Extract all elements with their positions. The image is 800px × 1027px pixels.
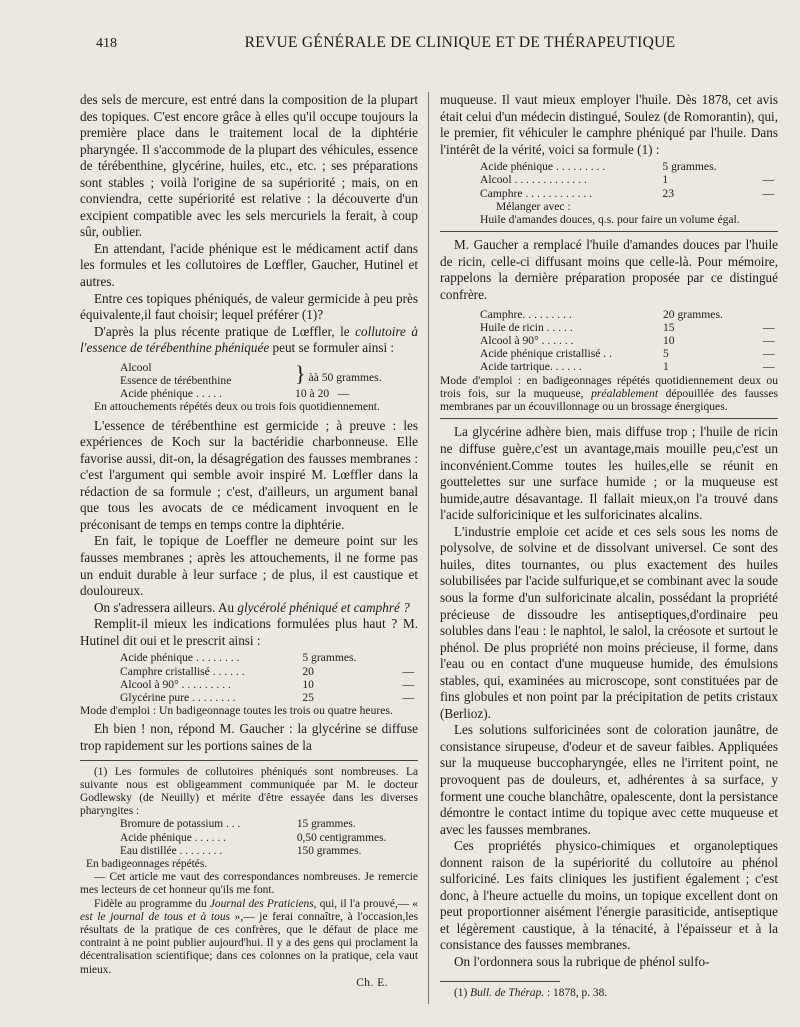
- paragraph: Remplit-il mieux les indications formulées plus haut ? M. Hutinel dit oui et le prescrit ainsi :: [80, 616, 418, 648]
- recipe-item-unit: [402, 651, 418, 664]
- recipe-item-unit: —: [762, 320, 775, 334]
- paragraph: Entre ces topiques phéniqués, de valeur germicide à peu près équivalente,il faut choisir; lequel préférer (1)?: [80, 290, 418, 323]
- recipe-item-unit: —: [762, 186, 774, 200]
- recipe-item-name: Acide phénique . . . . .: [120, 387, 223, 401]
- italic-text: préalablement: [591, 386, 659, 400]
- recipe-item-name: Glycérine pure . . . . . . . .: [120, 690, 236, 704]
- paragraph: L'essence de térébenthine est germicide ; à preuve : les expériences de Koch sur la bactéridie charbonneuse. Elle favorise aussi, dit-on, la désagrégation des fausses membranes : c'est l'argument qui semble avoir inspiré M. Lœffler dans la rédaction de sa formule ; c'est, d'ailleurs, un argument banal que tous les avocats de ce médicament invoquent en le préconisant de temps en temps contre la diphtérie.: [80, 417, 418, 532]
- signature: Ch. E.: [356, 976, 388, 989]
- recipe-item-qty: 15: [662, 320, 675, 334]
- recipe-item-unit: —: [762, 333, 775, 347]
- paragraph: En fait, le topique de Loeffler ne demeure point sur les fausses membranes ; après les attouchements, il ne forme pas un enduit durable à leur surface ; de plus, il est caustique et douloureux.: [80, 533, 418, 599]
- recipe-item-unit: —: [337, 387, 350, 401]
- column-divider: [428, 92, 429, 1004]
- recipe-item-unit: [762, 160, 778, 173]
- paragraph: Eh bien ! non, répond M. Gaucher : la glycérine se diffuse trop rapidement sur les portions saines de la: [80, 721, 418, 753]
- recipe-row: [80, 691, 418, 704]
- footnote: — Cet article me vaut des correspondances nombreuses. Je remercie mes lecteurs de cet honneur qu'ils me font.: [80, 871, 418, 897]
- paragraph: La glycérine adhère bien, mais diffuse trop ; l'huile de ricin ne diffuse guère,c'est un avantage,mais mouille peu,c'est un inconvénient.Comme toutes les huiles,elle se réunit en gouttelettes sur une surface humide ; or la muqueuse est humide,autre désavantage. Il fallait mieux,on l'a trouvé dans l'acide sulforicinique et les sulforicinates alcalins.: [440, 424, 778, 523]
- brace-glyph: }: [295, 360, 306, 386]
- recipe-item-name: Camphre cristallisé . . . . . .: [120, 664, 245, 678]
- recipe-item-name: Alcool à 90° . . . . . . . . .: [120, 677, 231, 691]
- text-run: dépouillée des fausses membranes par un écouvillonnage ou un brossage énergiques.: [440, 386, 778, 414]
- recipe-item-qty: 15 grammes.: [296, 818, 356, 831]
- recipe-item-unit: —: [402, 677, 414, 691]
- italic-text: collutoire à l'essence de térébenthine phéniquée: [80, 323, 418, 356]
- recipe-item-name: Acide phénique . . . . . . . .: [120, 651, 240, 665]
- recipe-soulez: [440, 160, 778, 200]
- recipe-item-name: Huile de ricin . . . . .: [480, 320, 573, 334]
- recipe-row: [440, 334, 778, 347]
- recipe-row: [440, 360, 778, 373]
- recipe-item-name: Camphre . . . . . . . . . . . .: [480, 186, 593, 200]
- recipe-note: [440, 374, 778, 414]
- paragraph: des sels de mercure, est entré dans la composition de la plupart des topiques. C'est encore grâce à elles qu'il occupe toujours la première place dans le traitement local de la diphtérie pharyngée. Il s'accommode de la plupart des véhicules, essence de térébenthine, glycérine, huiles, etc., etc. ; ses préparations sont stables ; voilà l'origine de sa supériorité ; mais, on en conviendra, cette supériorité est relative : la découverte d'un excipient compatible avec les sels mercuriels la ferait, à coup sûr, oublier.: [80, 92, 418, 240]
- text-run: peut se formuler ainsi :: [269, 340, 395, 356]
- recipe-item-qty: 20: [302, 664, 314, 678]
- recipe-item-unit: —: [402, 664, 414, 678]
- recipe-item-qty: 5 grammes.: [302, 651, 357, 665]
- recipe-item-unit: —: [762, 360, 775, 374]
- recipe-note: En attouchements répétés deux ou trois fois quotidiennement.: [94, 400, 380, 414]
- paragraph: M. Gaucher a remplacé l'huile d'amandes douces par l'huile de ricin, celle-ci diffusant moins que celle-là. Pour mémoire, rappelons la dernière préparation proposée par ce distingué confrère.: [440, 237, 778, 303]
- recipe-item-unit: —: [762, 173, 774, 187]
- footnotes: [80, 766, 418, 990]
- recipe-gaucher: [440, 308, 778, 374]
- recipe-item-name: Acide phénique . . . . . . . . .: [480, 160, 606, 174]
- italic-text: glycérolé phéniqué et camphré ?: [237, 599, 410, 615]
- recipe-item-name: Camphre. . . . . . . . .: [480, 307, 572, 321]
- recipe-item-qty: 20 grammes.: [662, 307, 723, 321]
- paragraph: On l'ordonnera sous la rubrique de phénol sulfo-: [454, 953, 710, 969]
- italic-text: Journal des Praticiens: [209, 897, 314, 910]
- recipe-item-name: Bromure de potassium . . .: [120, 818, 241, 831]
- left-column: [80, 92, 418, 990]
- recipe-row: [80, 665, 418, 678]
- recipe-item-qty: 1: [662, 360, 669, 374]
- recipe-item-name: Alcool . . . . . . . . . . . . .: [480, 173, 587, 187]
- recipe-item-name: Alcool: [120, 360, 152, 374]
- recipe-row: [80, 845, 418, 858]
- text-run: Fidèle au programme du: [94, 897, 210, 910]
- text-run: Mode d'emploi : en badigeonnages répétés quotidiennement deux ou trois fois, sur la muqueuse,: [440, 373, 778, 400]
- recipe-item-qty-text: 10 à 20: [295, 387, 330, 401]
- recipe-row: [440, 308, 778, 321]
- recipe-item-qty: 25: [302, 690, 314, 704]
- text-run: On s'adressera ailleurs. Au: [94, 599, 238, 615]
- recipe-item-qty: 5: [662, 347, 669, 361]
- text-run: D'après la plus récente pratique de Lœffler, le: [94, 323, 356, 339]
- recipe-item-qty: [295, 387, 418, 400]
- recipe-hutinel: [80, 651, 418, 704]
- recipe-item-qty: 5 grammes.: [662, 160, 717, 174]
- recipe-item-unit: —: [762, 347, 775, 361]
- paragraph: Les solutions sulforicinées sont de coloration jaunâtre, de consistance sirupeuse, d'odeur et de saveur faibles. Appliquées sur la muqueuse buccopharyngée, elles ne l'irritent point, ne provoquent pas de douleurs, et, adhérentes à sa surface, y forment une couche blanchâtre, opalescente, dont la persistance démontre le contact intime du topique avec cette muqueuse et avec les fausses membranes.: [440, 722, 778, 837]
- recipe-item-qty: 10: [662, 333, 675, 347]
- recipe-row: [440, 173, 778, 186]
- recipe-row: [80, 678, 418, 691]
- recipe-item-name: Acide phénique cristallisé . .: [480, 347, 612, 361]
- text-run: (1): [454, 986, 471, 999]
- recipe-item-qty: 150 grammes.: [296, 844, 362, 857]
- italic-text: est le journal de tous et à tous: [80, 910, 230, 923]
- paragraph: En attendant, l'acide phénique est le médicament actif dans les formules et les collutoires de Lœffler, Gaucher, Hutinel et autres.: [80, 240, 418, 290]
- text-run: »,— je ferai connaître, à l'occasion,les résultats de la pratique de ces confrères, que le défaut de place me contraint à ne point publier aujourd'hui. Il y a des gens qui proclament la décentralisation scientifique; dans ces colonnes on la pratique, cela vaut mieux.: [80, 910, 419, 976]
- recipe-row: [440, 321, 778, 334]
- italic-text: Bull. de Thérap.: [470, 986, 545, 999]
- recipe-item-name: Eau distillée . . . . . . . .: [120, 844, 223, 857]
- recipe-item-name: Essence de térébenthine: [120, 373, 232, 387]
- footnote-recipe-note: En badigeonnages répétés.: [86, 857, 208, 870]
- recipe-item-qty-text: àà 50 grammes.: [308, 370, 382, 384]
- page-number: 418: [96, 36, 117, 51]
- page-header: [0, 28, 800, 58]
- paragraph: [80, 600, 418, 617]
- recipe-item-unit: —: [402, 690, 414, 704]
- footnote-separator: [80, 760, 418, 761]
- paragraph: Ces propriétés physico-chimiques et organoleptiques donnent raison de la supériorité du collutoire au phénol sulforiciné. Les faits cliniques les justifient également ; c'est donc, à l'heure actuelle du moins, un topique excellent dont on peut proportionner aisément l'énergie parasiticide, antiseptique et légèrement caustique, à la ténacité, à l'épaisseur et à la consistance des fausses membranes.: [440, 838, 778, 953]
- recipe-loeffler: [80, 361, 418, 401]
- footnote-separator: [440, 981, 560, 982]
- paragraph: [80, 324, 418, 357]
- recipe-row: [440, 160, 778, 173]
- recipe-instruction: Mélanger avec :: [496, 199, 571, 213]
- text-run: , qui, il l'a prouvé,— «: [313, 897, 419, 910]
- running-title: REVUE GÉNÉRALE DE CLINIQUE ET DE THÉRAPEUTIQUE: [244, 34, 676, 51]
- recipe-item-qty: 10: [302, 677, 314, 691]
- recipe-item-qty: [295, 361, 418, 387]
- recipe-item-qty: 0,50 centigrammes.: [296, 831, 387, 844]
- recipe-row: [80, 832, 418, 845]
- recipe-item: [80, 361, 295, 387]
- footnote: (1) Les formules de collutoires phéniqués sont nombreuses. La suivante nous est obligeamment communiquée par M. le docteur Godlewsky (de Neuilly) et mérite d'être essayée dans les diverses pharyngites :: [80, 765, 418, 818]
- recipe-item-name-text: Acide phénique: [120, 387, 194, 401]
- footnote: [440, 987, 778, 1000]
- recipe-row: [440, 187, 778, 200]
- recipe-item-qty: 1: [662, 173, 669, 187]
- recipe-item-name: Acide phénique . . . . . .: [120, 831, 226, 844]
- footnote: [80, 898, 418, 977]
- recipe-row: [80, 651, 418, 664]
- recipe-row: [440, 347, 778, 360]
- text-run: : 1878, p. 38.: [544, 986, 608, 999]
- footnote-recipe: [80, 818, 418, 858]
- divider: [440, 231, 778, 232]
- recipe-instruction: Huile d'amandes douces, q.s. pour faire un volume égal.: [480, 213, 740, 227]
- paragraph: muqueuse. Il vaut mieux employer l'huile. Dès 1878, cet avis était celui d'un médecin distingué, Soulez (de Romorantin), qui, le premier, fit véhiculer le camphre phéniqué par l'huile. Dans l'intérêt de la vérité, voici sa formule (1) :: [440, 92, 778, 157]
- recipe-row: [80, 818, 418, 831]
- divider: [440, 418, 778, 419]
- recipe-note: Mode d'emploi : Un badigeonnage toutes les trois ou quatre heures.: [80, 704, 393, 718]
- recipe-item-qty: 23: [662, 186, 674, 200]
- recipe-item-unit: [763, 308, 778, 321]
- paragraph: L'industrie emploie cet acide et ces sels sous les noms de polysolve, de solvine et de dissolvant universel. Ce sont des huiles, dites tournantes, ou plus exactement des huiles solubilisées par l'acide sulfurique,et se combinant avec la soude sous la forme d'un sulforicinate alcalin, possédant la propriété précieuse de dissoudre les antiseptiques,d'ordinaire peu solubles dans l'eau : le naphtol, le salol, la créosote et surtout le phénol. De plus propriété non moins précieuse, il forme, dans l'eau ou en contact d'une muqueuse humide, des émulsions stables, qui, examinées au microscope, sont constituées par de fins globules et non point par la précipitation de petits cristaux (Berlioz).: [440, 523, 778, 721]
- recipe-item-name: Alcool à 90° . . . . . .: [480, 333, 574, 347]
- right-column: [440, 92, 778, 1000]
- recipe-item-name: Acide tartrique. . . . . .: [480, 360, 582, 374]
